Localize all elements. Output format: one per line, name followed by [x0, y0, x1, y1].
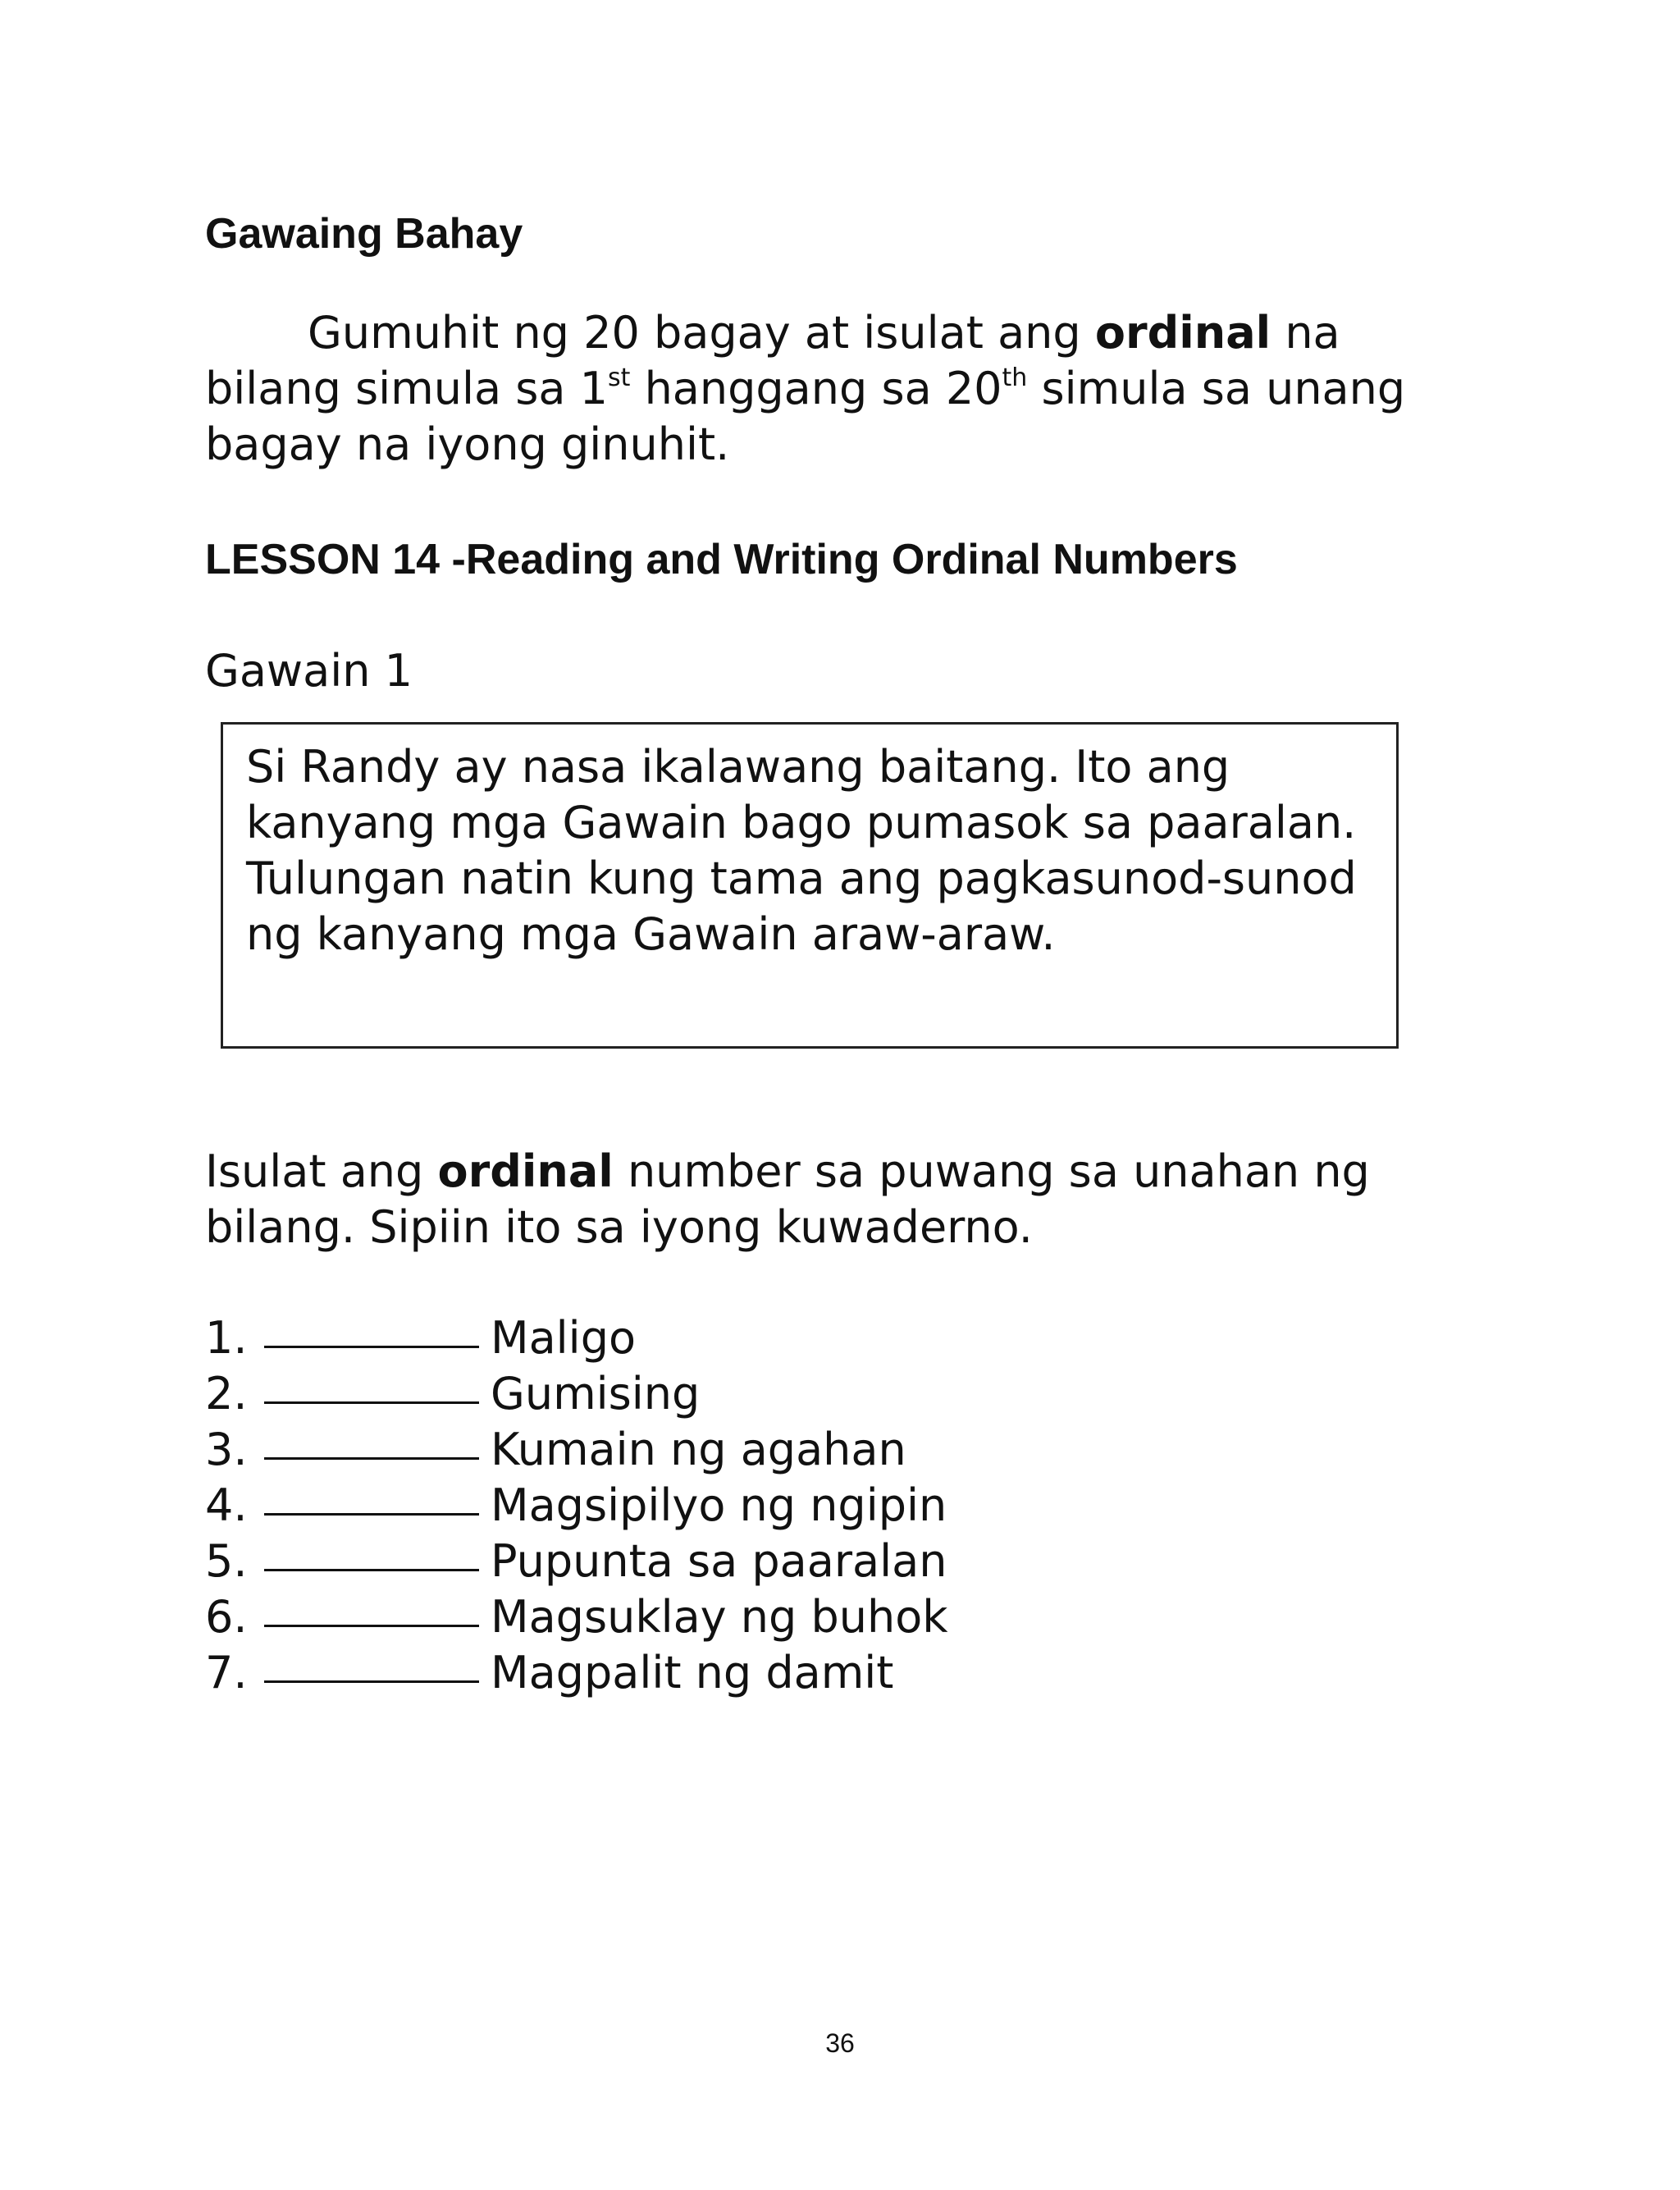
- answer-blank[interactable]: [264, 1528, 479, 1571]
- homework-paragraph: [205, 305, 1485, 473]
- answer-blank[interactable]: [264, 1305, 479, 1348]
- list-item: [205, 1644, 948, 1700]
- superscript-st: st: [608, 363, 631, 392]
- homework-text-end: simula sa unang bagay na iyong ginuhit.: [205, 363, 1406, 470]
- scenario-box: [221, 722, 1399, 1049]
- list-item: [205, 1589, 948, 1644]
- item-number: 3.: [205, 1424, 248, 1475]
- list-item: [205, 1533, 948, 1589]
- homework-heading: Gawaing Bahay: [205, 210, 523, 258]
- list-item: [205, 1365, 948, 1421]
- answer-blank[interactable]: [264, 1360, 479, 1404]
- lesson-heading: LESSON 14 -Reading and Writing Ordinal Numbers: [205, 536, 1238, 583]
- homework-bold-word: ordinal: [1094, 307, 1271, 359]
- page-number: 36: [825, 2028, 855, 2058]
- superscript-th: th: [1002, 363, 1028, 392]
- answer-blank[interactable]: [264, 1639, 479, 1683]
- instructions-paragraph: [205, 1144, 1485, 1255]
- homework-text-start: Gumuhit ng 20 bagay at isulat ang: [308, 307, 1095, 359]
- item-number: 6.: [205, 1591, 248, 1643]
- ordering-list: [205, 1310, 948, 1700]
- item-text: Pupunta sa paaralan: [491, 1535, 947, 1587]
- answer-blank[interactable]: [264, 1416, 479, 1460]
- item-number: 7.: [205, 1647, 248, 1699]
- instructions-text-start: Isulat ang: [205, 1145, 438, 1197]
- item-text: Magsuklay ng buhok: [491, 1591, 948, 1643]
- answer-blank[interactable]: [264, 1472, 479, 1516]
- instructions-bold-word: ordinal: [437, 1145, 614, 1197]
- answer-blank[interactable]: [264, 1584, 479, 1627]
- item-number: 5.: [205, 1535, 248, 1587]
- item-text: Magpalit ng damit: [491, 1647, 894, 1699]
- homework-text-after-bold: na bilang simula sa 1: [205, 307, 1340, 414]
- item-number: 2.: [205, 1368, 248, 1420]
- item-text: Magsipilyo ng ngipin: [491, 1479, 947, 1531]
- item-number: 4.: [205, 1479, 248, 1531]
- homework-text-middle: hanggang sa 20: [630, 363, 1002, 414]
- item-text: Gumising: [491, 1368, 701, 1420]
- instructions-text-end: number sa puwang sa unahan ng bilang. Sipiin ito sa iyong kuwaderno.: [205, 1145, 1370, 1253]
- scenario-text: Si Randy ay nasa ikalawang baitang. Ito ang kanyang mga Gawain bago pumasok sa paaralan. Tulungan natin kung tama ang pagkasunod-sunod ng kanyang mga Gawain araw-araw.: [246, 741, 1357, 960]
- list-item: [205, 1310, 948, 1365]
- item-text: Maligo: [491, 1312, 637, 1364]
- list-item: [205, 1421, 948, 1477]
- list-item: [205, 1477, 948, 1533]
- item-number: 1.: [205, 1312, 248, 1364]
- activity-label: Gawain 1: [205, 645, 413, 697]
- item-text: Kumain ng agahan: [491, 1424, 906, 1475]
